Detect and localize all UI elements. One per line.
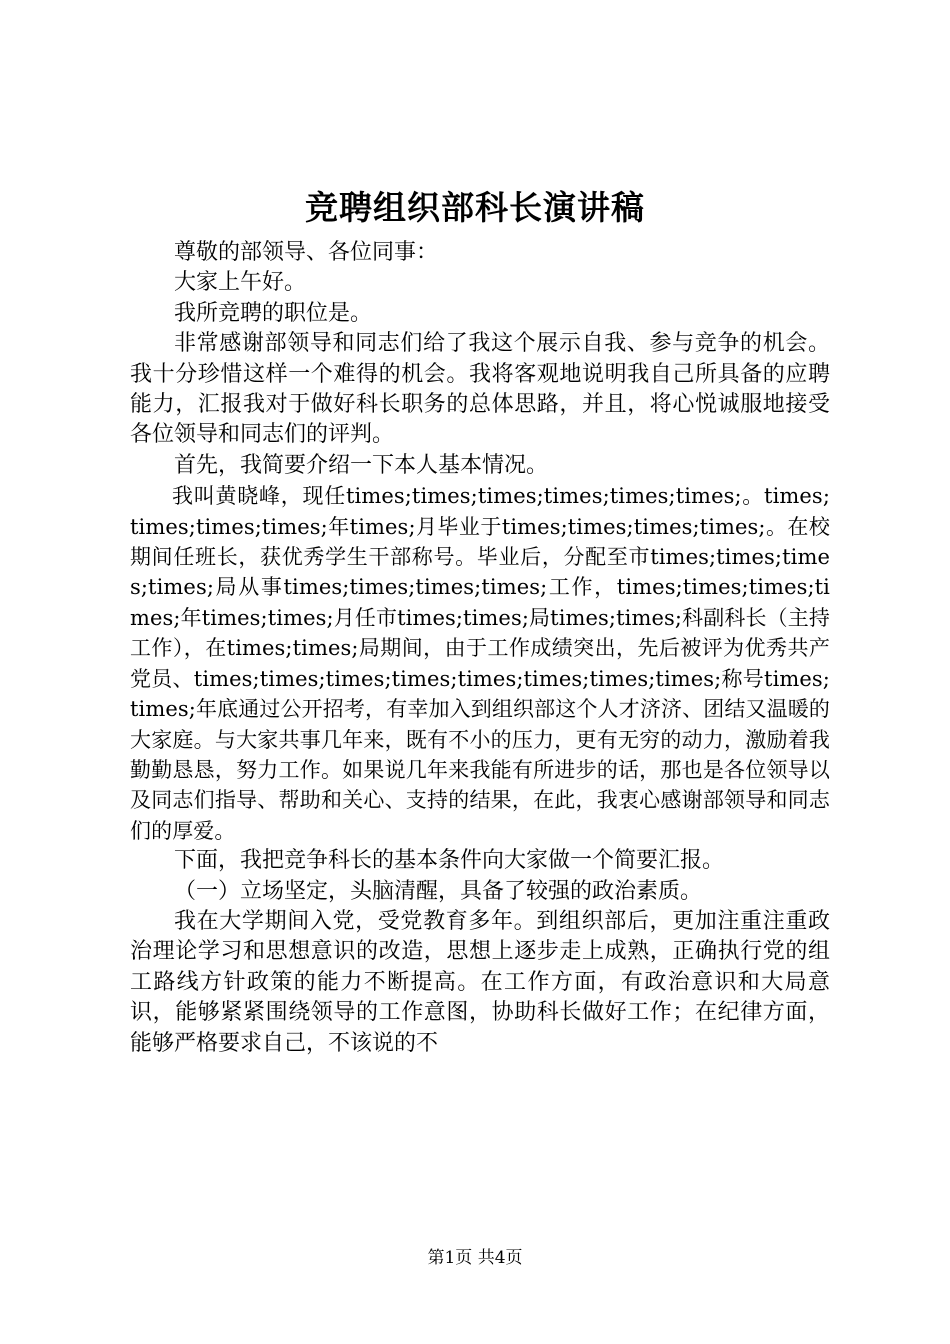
greeting: 大家上午好。 [174,270,307,296]
paragraph-thanks: 非常感谢部领导和同志们给了我这个展示自我、参与竞争的机会。我十分珍惜这样一个难得的机会。我将客观地说明我自己所具备的应聘能力，汇报我对于做好科长职务的总体思路，并且，将心悦诚服地接受各位领导和同志们的评判。 [130,331,830,448]
section-heading-1: （一）立场坚定，头脑清醒，具备了较强的政治素质。 [174,878,703,904]
paragraph-background: 我叫黄晓峰，现任times;times;times;times;times;times;。times;times;times;times;年times;月毕业于times;times;times;times;。在校期间任班长，获优秀学生干部称号。毕业后，分配至市times;times;times;times;局从事times;times;times;times;工作，times;times;times;times;年times;times;月任市times;times;局times;times;科副科长（主持工作），在times;times;局期间，由于工作成绩突出，先后被评为优秀共产党员、times;times;times;times;times;times;times;times;称号times;times;年底通过公开招考，有幸加入到组织部这个人才济济、团结又温暖的大家庭。与大家共事几年来，既有不小的压力，更有无穷的动力，激励着我勤勤恳恳，努力工作。如果说几年来我能有所进步的话，那也是各位领导以及同志们指导、帮助和关心、支持的结果，在此，我衷心感谢部领导和同志们的厚爱。 [130,484,830,843]
page-footer: 第1页 共4页 [427,1248,523,1268]
document-body [130,238,830,1059]
document-title: 竞聘组织部科长演讲稿 [305,188,645,227]
salutation: 尊敬的部领导、各位同事： [174,240,439,265]
paragraph-politics: 我在大学期间入党，受党教育多年。到组织部后，更加注重注重政治理论学习和思想意识的改造，思想上逐步走上成熟，正确执行党的组工路线方针政策的能力不断提高。在工作方面，有政治意识和大局意识，能够紧紧围绕领导的工作意图，协助科长做好工作；在纪律方面，能够严格要求自己，不该说的不 [130,908,830,1056]
paragraph-report: 下面，我把竞争科长的基本条件向大家做一个简要汇报。 [174,848,725,874]
paragraph-intro: 首先，我简要介绍一下本人基本情况。 [174,452,549,478]
position-line: 我所竞聘的职位是。 [174,300,373,326]
